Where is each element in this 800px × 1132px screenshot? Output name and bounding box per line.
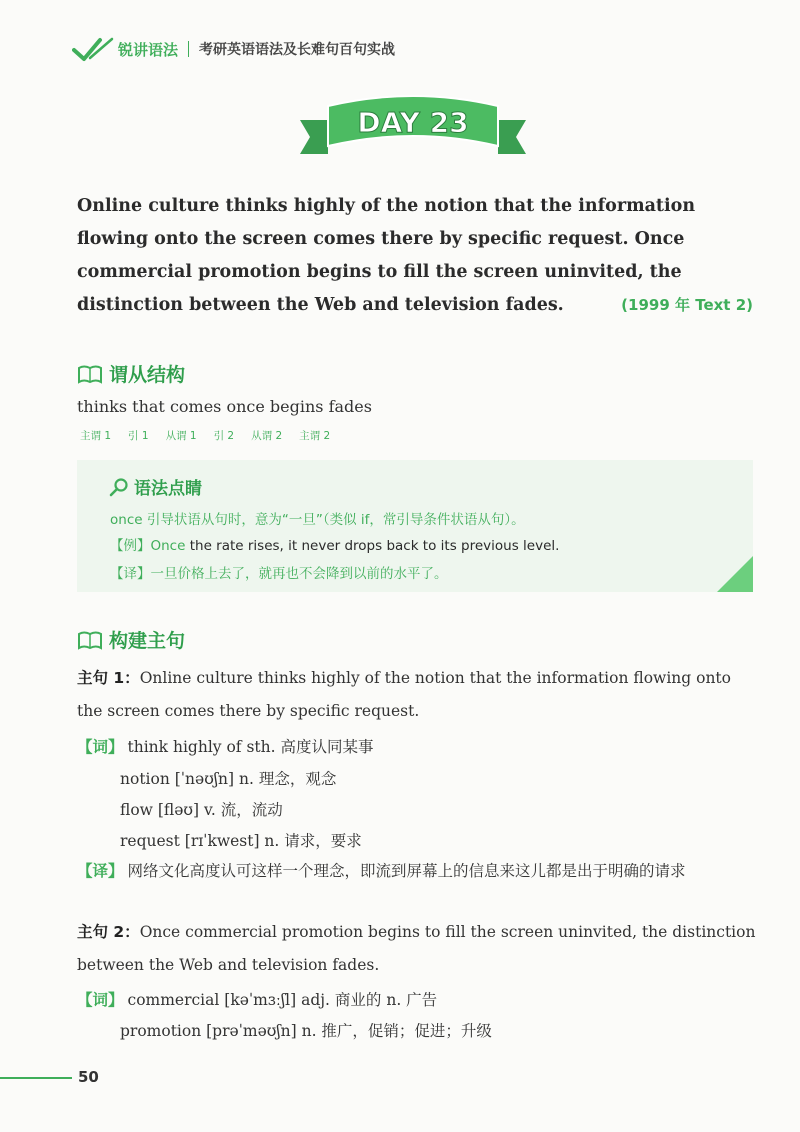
vocab-entry: flow [fləʊ] v. 流，流动 bbox=[120, 801, 283, 819]
vocab-row bbox=[77, 988, 437, 1010]
main-clause-1 bbox=[77, 662, 757, 728]
main-clause-2 bbox=[77, 916, 757, 982]
example-tag: 【例】 bbox=[110, 538, 151, 554]
page-number: 50 bbox=[78, 1068, 99, 1086]
predicate-label: 从谓 1 bbox=[165, 430, 197, 442]
vocab-entry: notion [ˈnəʊʃn] n. 理念，观念 bbox=[120, 770, 337, 788]
vocab-entry: request [rɪˈkwest] n. 请求，要求 bbox=[120, 832, 362, 850]
box-corner-decoration bbox=[717, 556, 753, 592]
day-ribbon bbox=[300, 84, 526, 162]
page-number-rule bbox=[0, 1077, 72, 1079]
vocab-entry: promotion [prəˈməʊʃn] n. 推广，促销；促进；升级 bbox=[120, 1022, 492, 1040]
book-icon bbox=[77, 364, 103, 384]
vocab-entry: think highly of sth. 高度认同某事 bbox=[127, 738, 374, 756]
section-heading-structure bbox=[77, 360, 185, 387]
section-heading-main-clause bbox=[77, 626, 185, 653]
passage-text: Online culture thinks highly of the notion that the information flowing onto the screen comes there by specific request. Once commercial promotion begins to fill the screen uninvited, the distinction between the Web and television fades. bbox=[77, 196, 696, 315]
translation-tag: 【译】 bbox=[110, 566, 151, 582]
grammar-note-box bbox=[77, 460, 753, 592]
section-title: 谓从结构 bbox=[109, 364, 186, 386]
predicate-label: 主谓 2 bbox=[299, 430, 331, 442]
grammar-example bbox=[110, 534, 559, 554]
day-label: DAY 23 bbox=[357, 106, 469, 139]
predicate-label: 引 1 bbox=[128, 430, 149, 442]
section-title: 构建主句 bbox=[109, 630, 186, 652]
example-highlight: Once bbox=[150, 538, 186, 554]
vocab-entry: commercial [kəˈmɜːʃl] adj. 商业的 n. 广告 bbox=[127, 991, 438, 1009]
main-clause-label: 主句 1： bbox=[77, 669, 140, 687]
vocab-row bbox=[77, 735, 374, 757]
main-clause-text: Once commercial promotion begins to fill the screen uninvited, the distinction between the Web and television fades. bbox=[77, 923, 756, 974]
checkmark-logo-icon bbox=[72, 36, 116, 62]
example-sentence: the rate rises, it never drops back to its previous level. bbox=[185, 538, 560, 554]
running-header bbox=[72, 34, 395, 64]
translation-tag: 【译】 bbox=[77, 862, 124, 880]
main-clause-text: Online culture thinks highly of the notion that the information flowing onto the screen comes there by specific request. bbox=[77, 669, 731, 720]
grammar-title bbox=[109, 474, 202, 499]
predicate-label: 主谓 1 bbox=[80, 430, 112, 442]
predicate-words: thinks that comes once begins fades bbox=[77, 397, 372, 416]
brand-name: 锐讲语法 bbox=[118, 40, 179, 59]
header-divider bbox=[188, 41, 189, 57]
predicate-label: 从谓 2 bbox=[251, 430, 283, 442]
passage-source: (1999 年 Text 2) bbox=[621, 296, 753, 314]
book-icon bbox=[77, 630, 103, 650]
translation-text: 一旦价格上去了，就再也不会降到以前的水平了。 bbox=[150, 566, 448, 582]
translation-row bbox=[77, 859, 686, 881]
translation-text: 网络文化高度认可这样一个理念，即流到屏幕上的信息来这儿都是出于明确的请求 bbox=[127, 862, 686, 880]
predicate-labels bbox=[80, 428, 330, 443]
vocab-tag: 【词】 bbox=[77, 991, 124, 1009]
grammar-note: once 引导状语从句时，意为“一旦”（类似 if，常引导条件状语从句）。 bbox=[110, 512, 525, 528]
vocab-tag: 【词】 bbox=[77, 738, 124, 756]
main-clause-label: 主句 2： bbox=[77, 923, 140, 941]
grammar-title-text: 语法点睛 bbox=[134, 479, 202, 499]
predicate-label: 引 2 bbox=[213, 430, 235, 442]
grammar-translation bbox=[110, 562, 448, 582]
magnifier-icon bbox=[109, 477, 129, 497]
book-title: 考研英语语法及长难句百句实战 bbox=[199, 42, 396, 58]
